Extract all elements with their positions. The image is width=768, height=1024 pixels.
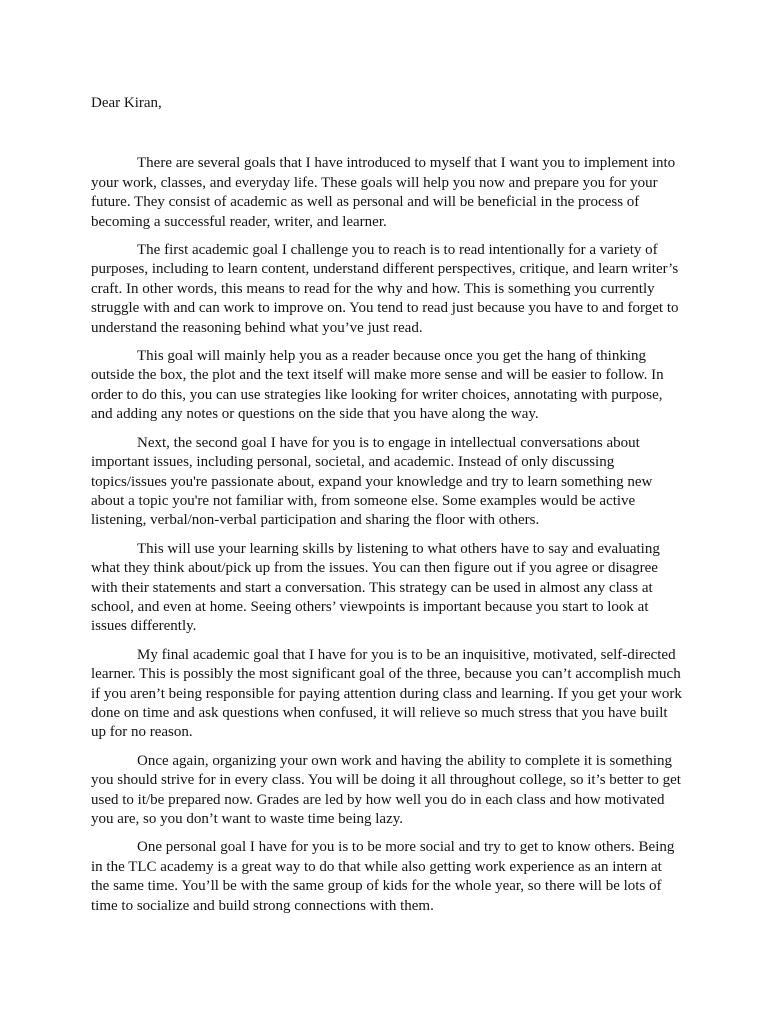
- paragraph-final-goal-strategy: Once again, organizing your own work and having the ability to complete it is something you should strive for in every class. You will be doing it all throughout college, so it’s better to get used to it/be prepared now. Grades are led by how well you do in each class and how motivated you are, so you don’t want to waste time being lazy.: [91, 752, 681, 827]
- paragraph-personal-goal: One personal goal I have for you is to be more social and try to get to know others. Being in the TLC academy is a great way to do that while also getting work experience as an intern at the same time. You’ll be with the same group of kids for the whole year, so there will be lots of time to socialize and build strong connections with them.: [91, 839, 675, 914]
- paragraph-goals-intro: There are several goals that I have introduced to myself that I want you to implement into your work, classes, and everyday life. These goals will help you now and prepare you for your future. They consist of academic as well as personal and will be beneficial in the process of becoming a successful reader, writer, and learner.: [91, 155, 676, 230]
- paragraph-second-goal-strategy: This will use your learning skills by listening to what others have to say and evaluating what they think about/pick up from the issues. You can then figure out if you agree or disagree with their statements and start a conversation. This strategy can be used in almost any class at school, and even at home. Seeing others’ viewpoints is important because you start to look at issues differently.: [91, 540, 660, 635]
- letter-body: [91, 94, 683, 925]
- salutation: Dear Kiran,: [91, 95, 162, 111]
- paragraph-first-goal: The first academic goal I challenge you to reach is to read intentionally for a variety of purposes, including to learn content, understand different perspectives, critique, and learn writer’s craft. In other words, this means to read for the why and how. This is something you currently struggle with and can work to improve on. You tend to read just because you have to and forget to understand the reasoning behind what you’ve just read.: [91, 242, 679, 336]
- paragraph-final-goal: My final academic goal that I have for you is to be an inquisitive, motivated, self-directed learner. This is possibly the most significant goal of the three, because you can’t accomplish much if you aren’t being responsible for paying attention during class and learning. If you get your work done on time and ask questions when confused, it will relieve so much stress that you have built up for no reason.: [91, 646, 682, 741]
- paragraph-first-goal-strategy: This goal will mainly help you as a reader because once you get the hang of thinking outside the box, the plot and the text itself will make more sense and will be easier to follow. In order to do this, you can use strategies like looking for writer choices, annotating with purpose, and adding any notes or questions on the side that you have along the way.: [91, 348, 664, 423]
- paragraph-second-goal: Next, the second goal I have for you is to engage in intellectual conversations about important issues, including personal, societal, and academic. Instead of only discussing topics/issues you're passionate about, expand your knowledge and try to learn something new about a topic you're not familiar with, from someone else. Some examples would be active listening, verbal/non-verbal participation and sharing the floor with others.: [91, 434, 653, 529]
